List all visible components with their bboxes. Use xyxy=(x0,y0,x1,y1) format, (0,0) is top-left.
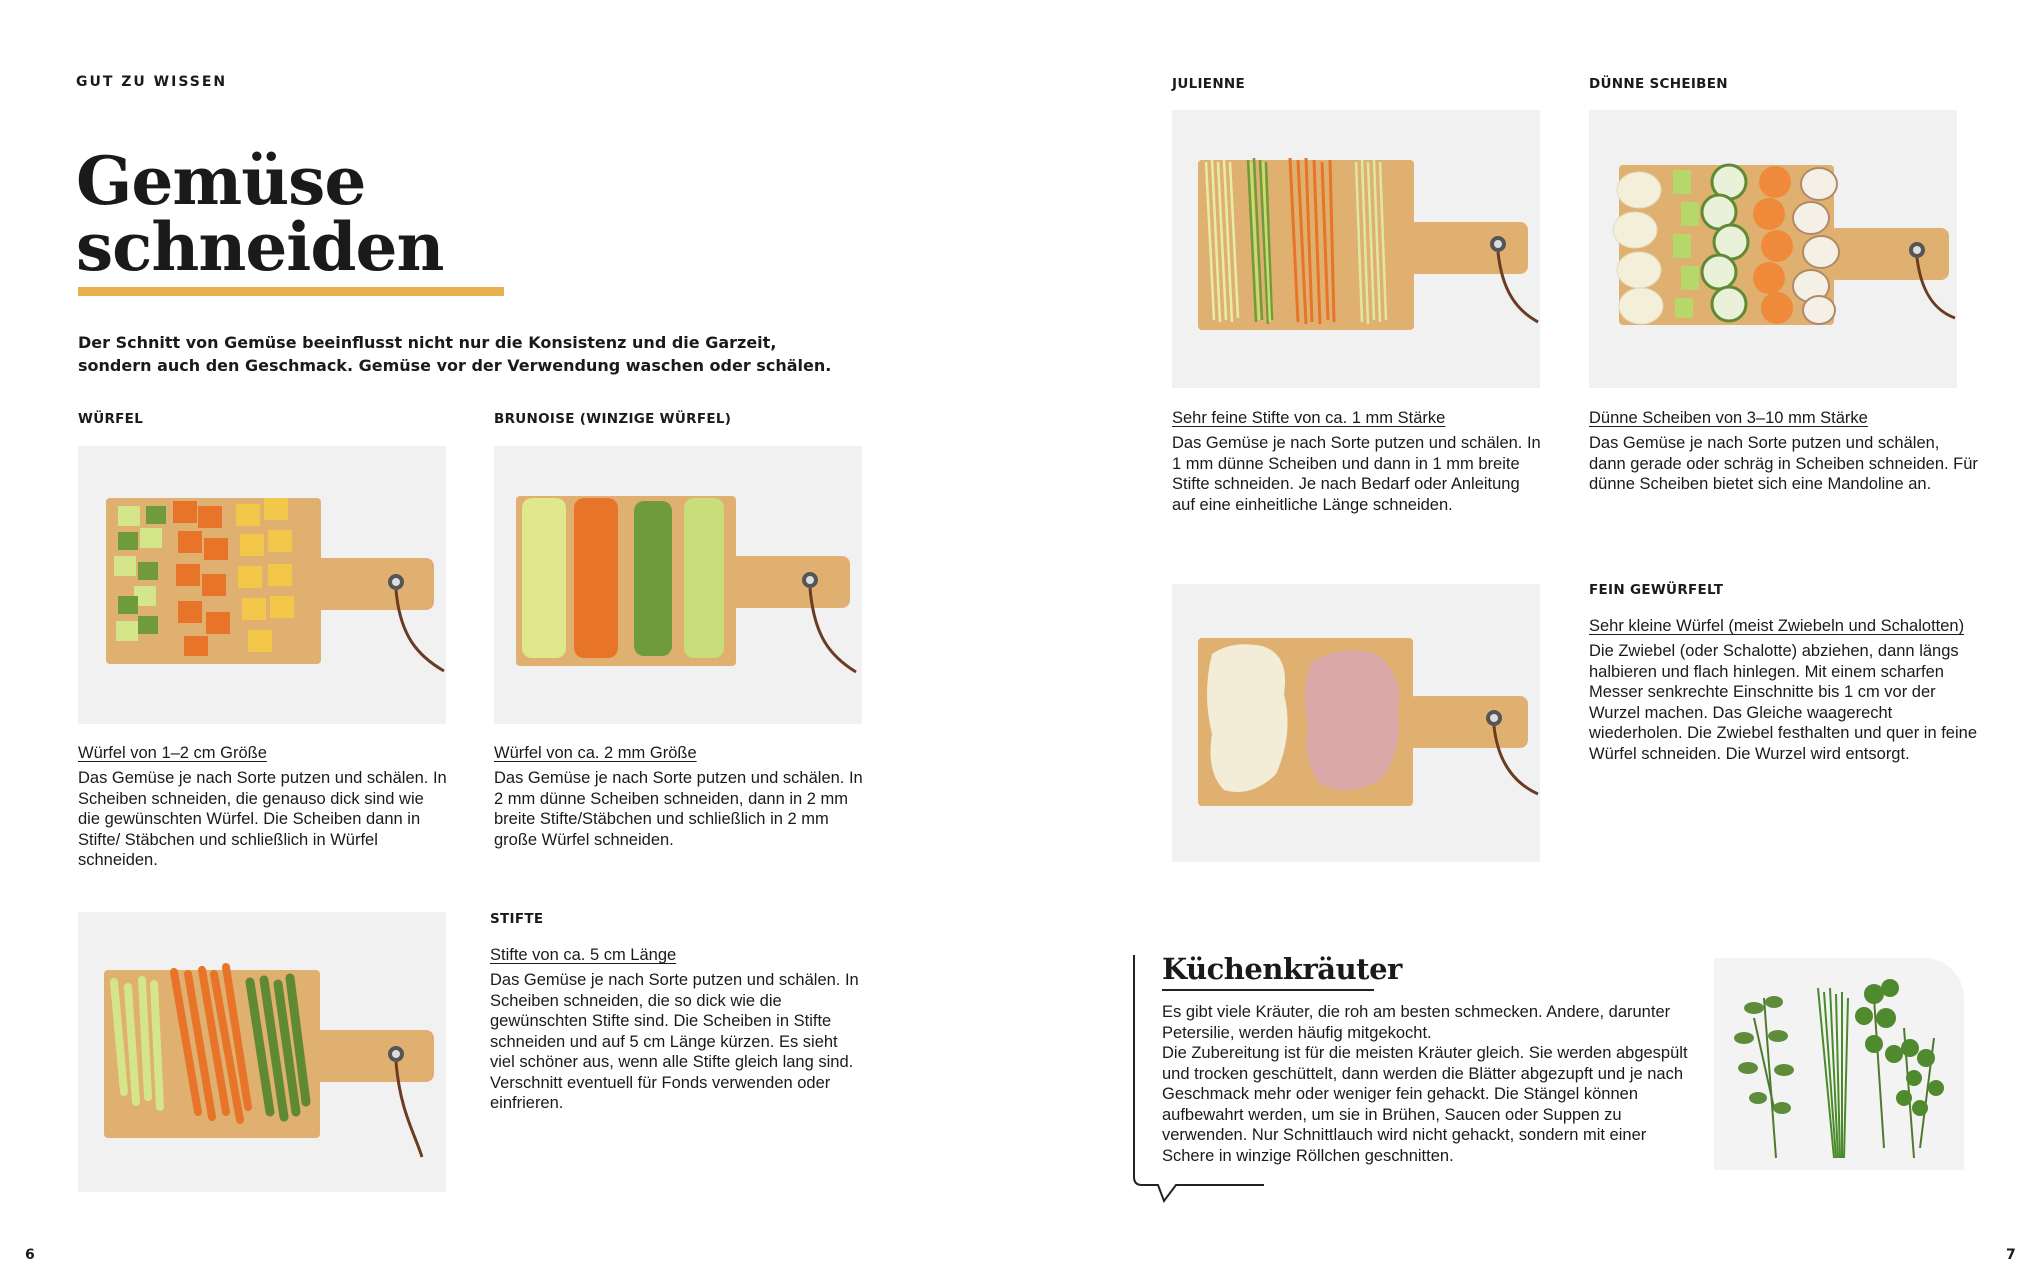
photo-julienne xyxy=(1172,110,1540,388)
section-heading-duenne-scheiben: DÜNNE SCHEIBEN xyxy=(1589,76,1728,92)
body-julienne: Das Gemüse je nach Sorte putzen und schälen. In 1 mm dünne Scheiben und dann in 1 mm breite Stifte schneiden. Je nach Bedarf oder Anleitung auf eine einheitliche Länge schneiden. xyxy=(1172,434,1541,514)
kraeuter-body-2: Die Zubereitung ist für die meisten Kräuter gleich. Sie werden abgespült und trocken geschüttelt, dann werden die Blätter abgezupft und je nach Geschmack mehr oder weniger fein gehackt. Die Stängel können aufbewahrt werden, um sie in Brühen, Saucen oder Suppen zu verwenden. Nur Schnittlauch wird nicht gehackt, sondern mit einer Schere in winzige Röllchen geschnitten. xyxy=(1162,1044,1688,1165)
photo-duenne-scheiben xyxy=(1589,110,1957,388)
photo-stifte xyxy=(78,912,446,1192)
body-duenne-scheiben: Das Gemüse je nach Sorte putzen und schälen, dann gerade oder schräg in Scheiben schneiden. Für dünne Scheiben bietet sich eine Mandoline an. xyxy=(1589,434,1978,493)
page-number-left: 6 xyxy=(25,1247,35,1263)
subtitle-brunoise: Würfel von ca. 2 mm Größe xyxy=(494,744,697,762)
page-title-line-1: Gemüse xyxy=(76,142,366,220)
section-text-wuerfel xyxy=(78,743,448,871)
subtitle-duenne-scheiben: Dünne Scheiben von 3–10 mm Stärke xyxy=(1589,409,1868,427)
body-fein-gewuerfelt: Die Zwiebel (oder Schalotte) abziehen, dann längs halbieren und flach hinlegen. Mit einem scharfen Messer senkrechte Einschnitte bis 1 cm vor der Wurzel machen. Das Gleiche waagerecht wiederholen. Die Zwiebel festhalten und quer in feine Würfel schneiden. Die Wurzel wird entsorgt. xyxy=(1589,642,1977,763)
title-accent-rule xyxy=(78,287,504,296)
section-text-stifte xyxy=(490,945,865,1114)
body-wuerfel: Das Gemüse je nach Sorte putzen und schälen. In Scheiben schneiden, die genauso dick sind wie die gewünschten Würfel. Die Scheiben dann in Stifte/ Stäbchen und schließlich in Würfel schneiden. xyxy=(78,769,447,869)
section-kicker: GUT ZU WISSEN xyxy=(76,74,228,90)
kraeuter-body-1: Es gibt viele Kräuter, die roh am besten schmecken. Andere, darunter Petersilie, werden häufig mitgekocht. xyxy=(1162,1003,1671,1042)
photo-fein-gewuerfelt xyxy=(1172,584,1540,862)
photo-brunoise xyxy=(494,446,862,724)
section-text-fein-gewuerfelt xyxy=(1589,616,1979,764)
kraeuter-title-underline xyxy=(1162,989,1374,991)
intro-text: Der Schnitt von Gemüse beeinflusst nicht nur die Konsistenz und die Garzeit, sondern auch den Geschmack. Gemüse vor der Verwendung waschen oder schälen. xyxy=(78,333,832,375)
kraeuter-text xyxy=(1162,1002,1698,1166)
subtitle-wuerfel: Würfel von 1–2 cm Größe xyxy=(78,744,267,762)
kraeuter-title: Küchenkräuter xyxy=(1162,952,1402,986)
section-heading-julienne: JULIENNE xyxy=(1172,76,1246,92)
section-text-duenne-scheiben xyxy=(1589,408,1979,495)
page-number-right: 7 xyxy=(2006,1247,2016,1263)
photo-kraeuter xyxy=(1714,958,1964,1170)
section-heading-brunoise: BRUNOISE (WINZIGE WÜRFEL) xyxy=(494,411,732,427)
body-stifte: Das Gemüse je nach Sorte putzen und schälen. In Scheiben schneiden, die so dick wie die gewünschten Stifte sind. Die Scheiben in Stifte schneiden und auf 5 cm Länge kürzen. Es sieht viel schöner aus, wenn alle Stifte gleich lang sind. Verschnitt eventuell für Fonds verwenden oder einfrieren. xyxy=(490,971,859,1112)
section-text-julienne xyxy=(1172,408,1542,515)
section-heading-fein-gewuerfelt: FEIN GEWÜRFELT xyxy=(1589,582,1724,598)
body-brunoise: Das Gemüse je nach Sorte putzen und schälen. In 2 mm dünne Scheiben schneiden, dann in 2 mm breite Stifte/Stäbchen und schließlich in 2 mm große Würfel schneiden. xyxy=(494,769,863,849)
page-title xyxy=(76,142,444,286)
subtitle-fein-gewuerfelt: Sehr kleine Würfel (meist Zwiebeln und Schalotten) xyxy=(1589,617,1965,635)
page-title-line-2: schneiden xyxy=(76,208,444,286)
subtitle-stifte: Stifte von ca. 5 cm Länge xyxy=(490,946,677,964)
photo-wuerfel xyxy=(78,446,446,724)
section-heading-stifte: STIFTE xyxy=(490,911,544,927)
section-heading-wuerfel: WÜRFEL xyxy=(78,411,144,427)
subtitle-julienne: Sehr feine Stifte von ca. 1 mm Stärke xyxy=(1172,409,1446,427)
section-text-brunoise xyxy=(494,743,864,850)
